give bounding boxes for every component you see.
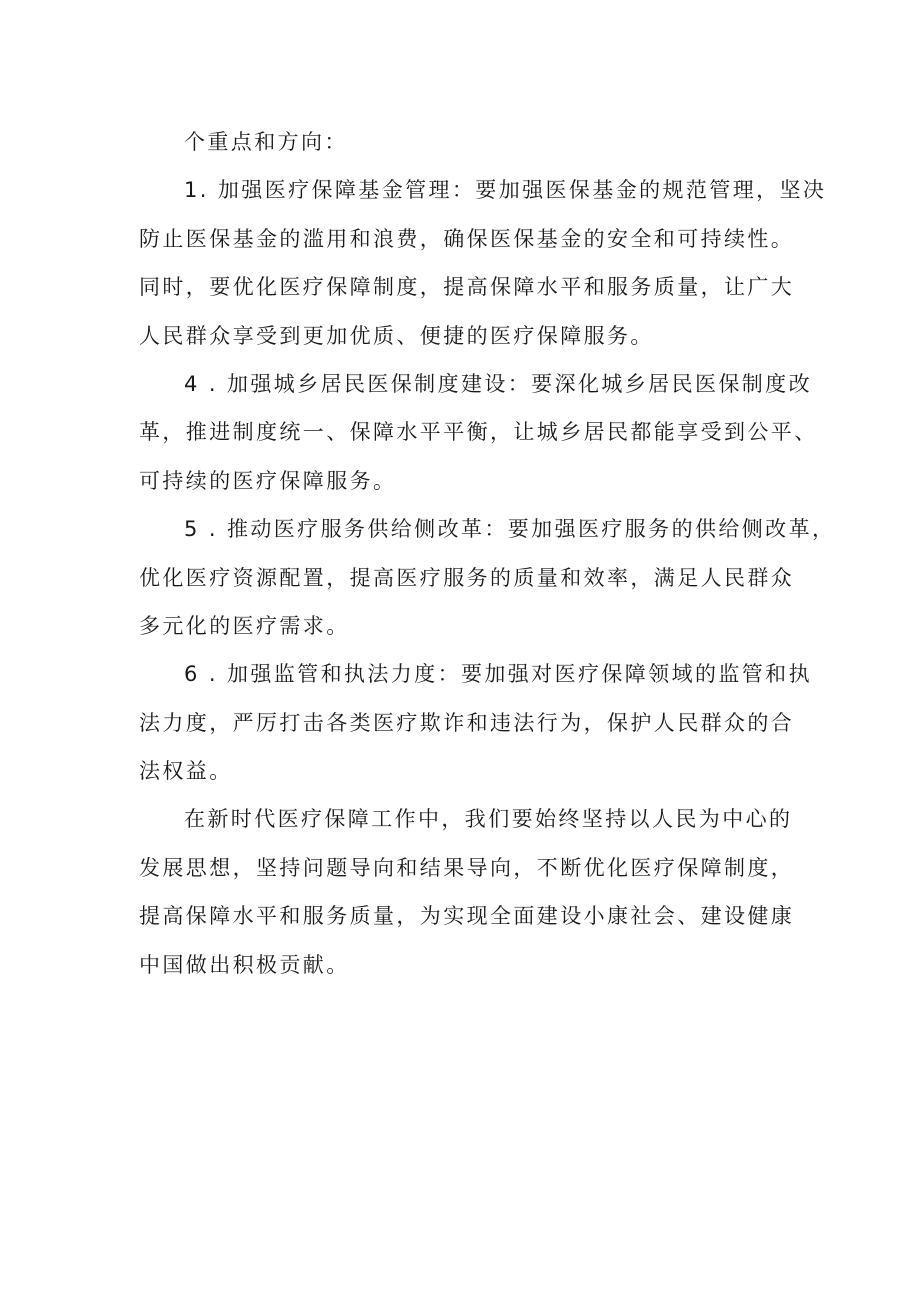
- item-4-line-3: 可持续的医疗保障服务。: [139, 468, 397, 493]
- item-1-line-4: 人民群众享受到更加优质、便捷的医疗保障服务。: [139, 323, 654, 348]
- paragraph-intro-line: 个重点和方向：: [184, 130, 348, 154]
- item-6-line-3: 法权益。: [139, 759, 233, 784]
- conclusion-line-4: 中国做出积极贡献。: [139, 952, 350, 977]
- document-body: [139, 118, 836, 989]
- item-1-line-2: 防止医保基金的滥用和浪费，确保医保基金的安全和可持续性。: [139, 226, 795, 251]
- item-5-line-3: 多元化的医疗需求。: [139, 613, 350, 638]
- item-6-line-1: 6 . 加强监管和执法力度：要加强对医疗保障领域的监管和执: [184, 662, 812, 687]
- item-5-line-2: 优化医疗资源配置，提高医疗服务的质量和效率，满足人民群众: [139, 565, 795, 590]
- conclusion-line-3: 提高保障水平和服务质量，为实现全面建设小康社会、建设健康: [139, 904, 795, 929]
- item-1-line-1: 1. 加强医疗保障基金管理：要加强医保基金的规范管理，坚决: [184, 178, 827, 203]
- item-6-line-2: 法力度，严厉打击各类医疗欺诈和违法行为，保护人民群众的合: [139, 710, 795, 735]
- item-4-line-2: 革，推进制度统一、保障水平平衡，让城乡居民都能享受到公平、: [139, 420, 818, 445]
- item-1-line-3: 同时，要优化医疗保障制度，提高保障水平和服务质量，让广大: [139, 275, 795, 300]
- conclusion-line-2: 发展思想，坚持问题导向和结果导向，不断优化医疗保障制度，: [139, 855, 795, 880]
- item-4-line-1: 4 . 加强城乡居民医保制度建设：要深化城乡居民医保制度改: [184, 371, 812, 396]
- item-5-line-1: 5 . 推动医疗服务供给侧改革：要加强医疗服务的供给侧改革，: [184, 517, 836, 542]
- conclusion-line-1: 在新时代医疗保障工作中，我们要始终坚持以人民为中心的: [184, 807, 793, 832]
